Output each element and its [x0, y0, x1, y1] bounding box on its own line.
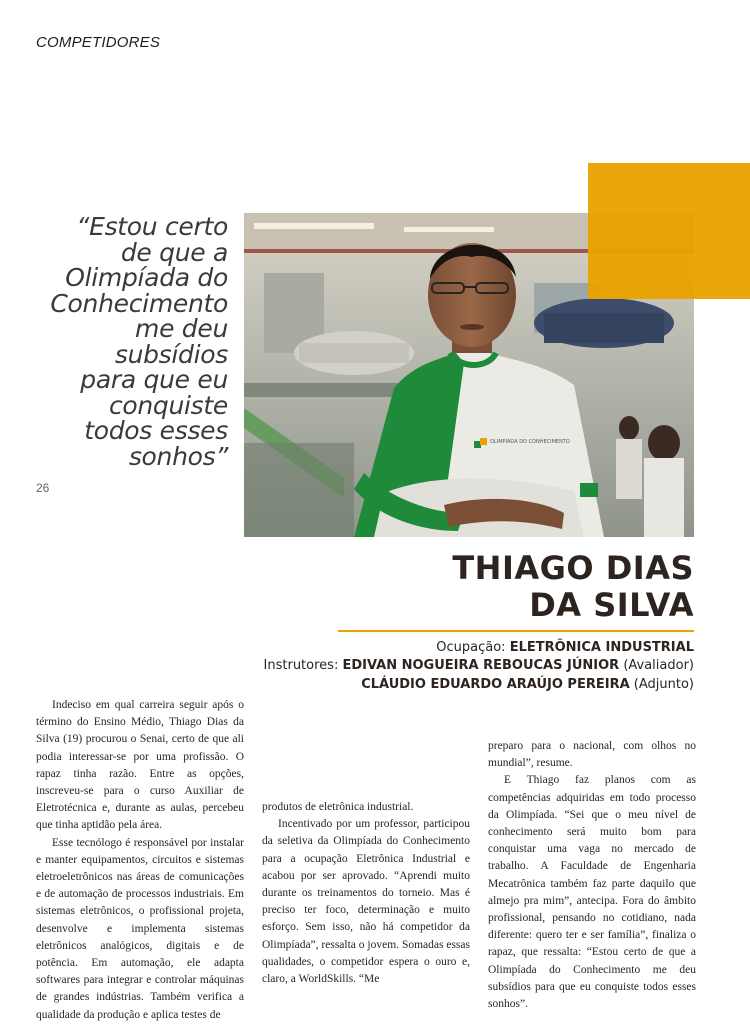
name-line: DA SILVA — [529, 586, 694, 624]
paragraph: E Thiago faz planos com as competências adquiridas em todo processo da Olimpíada. “Sei que o meu nível de conhecimento será muito bom para conquistar uma vaga no mercado de trabalho. A Faculdade de Engenharia Mecatrônica também faz parte daquilo que almejo pra mim”, antecipa. Fora do âmbito profissional, pensando no cotidiano, nada diferente: quero ter e ser família”, finaliza o rapaz, que ressalta: “Estou certo de que a Olimpíada do Conhecimento me deu subsídios para que eu conquiste todos esses sonhos”. — [488, 774, 696, 1011]
instructor-name: EDIVAN NOGUEIRA REBOUCAS JÚNIOR — [342, 658, 620, 673]
accent-block — [588, 163, 750, 299]
paragraph: Indeciso em qual carreira seguir após o término do Ensino Médio, Thiago Dias da Silva (19) procurou o Senai, certo de que ali podia interessar-se por uma profissão. O rapaz tinha razão. Entre as opções, inscreveu-se para o curso Auxiliar de Eletrotécnica e, durante as aulas, percebeu que tinha aptidão pela área. — [36, 699, 244, 832]
instructor-line-2 — [361, 677, 694, 692]
occupation-line — [436, 640, 694, 655]
instructor-name: CLÁUDIO EDUARDO ARAÚJO PEREIRA — [361, 677, 630, 692]
paragraph: Incentivado por um professor, participou da seletiva da Olimpíada do Conhecimento para a ocupação Eletrônica Industrial e acabou por ser aprovado. “Aprendi muito durante os treinamentos do torneio. Mas é preciso ter foco, determinação e muito esforço. Sem isso, não há competidor da Olimpíada”, ressalta o jovem. Somadas essas qualidades, o competidor espera o ouro e, claro, a WorldSkills. “Me — [262, 818, 470, 986]
quote-line: subsídios — [114, 339, 228, 369]
article-column-2 — [262, 799, 470, 988]
pull-quote — [18, 214, 228, 469]
quote-line: conquiste — [108, 390, 228, 420]
instructors-line — [264, 658, 694, 673]
page-number: 26 — [36, 481, 50, 495]
divider — [338, 630, 694, 632]
competitor-name — [452, 550, 694, 624]
paragraph: preparo para o nacional, com olhos no mundial”, resume. — [488, 740, 696, 770]
quote-line: “Estou certo — [76, 212, 228, 241]
instructor-role: (Avaliador) — [623, 658, 694, 673]
quote-line: de que a — [120, 237, 228, 267]
quote-line: todos esses — [84, 416, 228, 445]
instructors-label: Instrutores: — [263, 658, 339, 673]
occupation-label: Ocupação: — [436, 640, 506, 655]
occupation-value: ELETRÔNICA INDUSTRIAL — [509, 640, 694, 655]
name-line: THIAGO DIAS — [452, 549, 694, 587]
shirt-logo-text: OLIMPÍADA DO CONHECIMENTO — [490, 439, 570, 445]
instructor-role: (Adjunto) — [633, 677, 694, 692]
paragraph: Esse tecnólogo é responsável por instalar e manter equipamentos, circuitos e sistemas eletroeletrônicos nas áreas de comunicações e de automação de processos industriais. Em sistemas eletrônicos, o profissional projeta, desenvolve e implementa sistemas eletrônicos analógicos, digitais e de potência. Em automação, ele adapta softwares para integrar e controlar máquinas de grandes indústrias. Também verifica a qualidade da produção e aplica testes de — [36, 836, 244, 1021]
quote-line: me deu — [135, 314, 228, 343]
quote-line: sonhos” — [128, 441, 228, 471]
quote-line: Olimpíada do — [65, 263, 228, 292]
quote-line: para que eu — [80, 365, 228, 394]
article-column-3 — [488, 738, 696, 1013]
section-title: COMPETIDORES — [36, 34, 161, 51]
paragraph: produtos de eletrônica industrial. — [262, 801, 414, 813]
quote-line: Conhecimento — [50, 288, 228, 318]
